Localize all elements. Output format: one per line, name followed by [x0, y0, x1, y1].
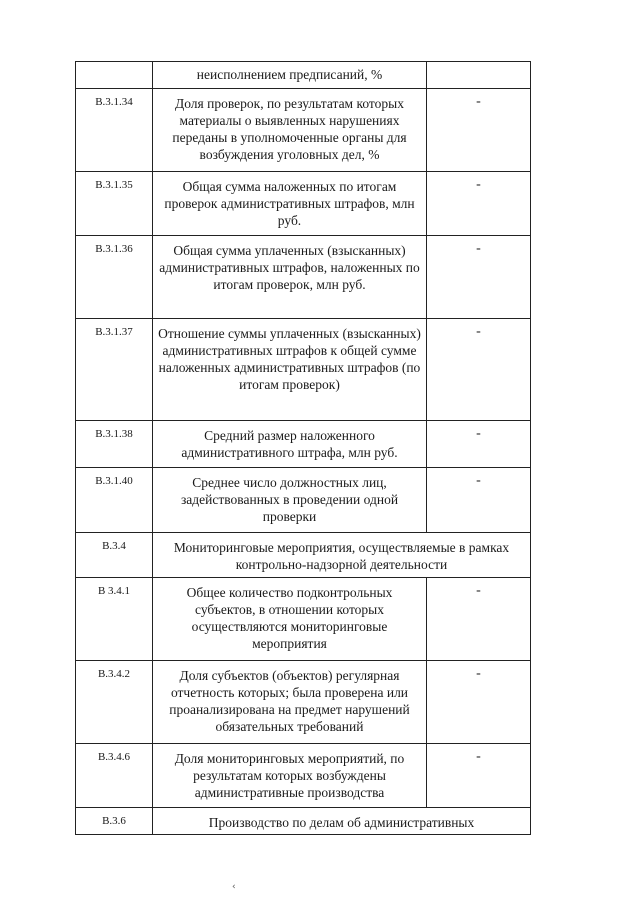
- table-row: [76, 236, 531, 319]
- section-row: [76, 533, 531, 578]
- section-code: В.3.4: [76, 533, 153, 578]
- row-value: -: [427, 661, 531, 744]
- row-name: Общее количество подконтрольных субъектов, в отношении которых осуществляются мониторинговые мероприятия: [153, 578, 427, 661]
- row-value: -: [427, 236, 531, 319]
- table-row: [76, 89, 531, 172]
- table-row: [76, 172, 531, 236]
- row-value: -: [427, 578, 531, 661]
- row-value: -: [427, 172, 531, 236]
- indicators-table: [75, 61, 531, 835]
- row-name: Общая сумма наложенных по итогам проверок административных штрафов, млн руб.: [153, 172, 427, 236]
- row-code: В 3.4.1: [76, 578, 153, 661]
- row-value: [427, 62, 531, 89]
- row-value: -: [427, 319, 531, 421]
- table-row: [76, 319, 531, 421]
- table-row: [76, 421, 531, 468]
- row-value: -: [427, 89, 531, 172]
- row-name: Доля субъектов (объектов) регулярная отчетность которых; была проверена или проанализирована на предмет нарушений обязательных требований: [153, 661, 427, 744]
- row-code: В.3.1.37: [76, 319, 153, 421]
- row-name: Среднее число должностных лиц, задействованных в проведении одной проверки: [153, 468, 427, 533]
- table-row: [76, 578, 531, 661]
- section-code: В.3.6: [76, 808, 153, 835]
- row-value: -: [427, 421, 531, 468]
- table-body: [76, 62, 531, 835]
- table-row: [76, 661, 531, 744]
- row-code: В.3.4.2: [76, 661, 153, 744]
- footer-mark: ‹: [232, 882, 236, 892]
- row-code: [76, 62, 153, 89]
- row-code: В.3.1.34: [76, 89, 153, 172]
- row-name: Общая сумма уплаченных (взысканных) административных штрафов, наложенных по итогам проверок, млн руб.: [153, 236, 427, 319]
- row-code: В.3.1.40: [76, 468, 153, 533]
- row-name: Доля проверок, по результатам которых материалы о выявленных нарушениях переданы в уполномоченные органы для возбуждения уголовных дел, %: [153, 89, 427, 172]
- row-name: Средний размер наложенного административного штрафа, млн руб.: [153, 421, 427, 468]
- row-name: Доля мониторинговых мероприятий, по результатам которых возбуждены административные производства: [153, 744, 427, 808]
- row-value: -: [427, 744, 531, 808]
- section-title: Производство по делам об административных: [153, 808, 531, 835]
- row-value: -: [427, 468, 531, 533]
- table-row: [76, 62, 531, 89]
- row-code: В.3.4.6: [76, 744, 153, 808]
- table-row: [76, 468, 531, 533]
- section-row: [76, 808, 531, 835]
- table-row: [76, 744, 531, 808]
- row-code: В.3.1.36: [76, 236, 153, 319]
- section-title: Мониторинговые мероприятия, осуществляемые в рамках контрольно-надзорной деятельности: [153, 533, 531, 578]
- row-code: В.3.1.38: [76, 421, 153, 468]
- row-code: В.3.1.35: [76, 172, 153, 236]
- row-name: Отношение суммы уплаченных (взысканных) административных штрафов к общей сумме наложенных административных штрафов (по итогам проверок): [153, 319, 427, 421]
- row-name: неисполнением предписаний, %: [153, 62, 427, 89]
